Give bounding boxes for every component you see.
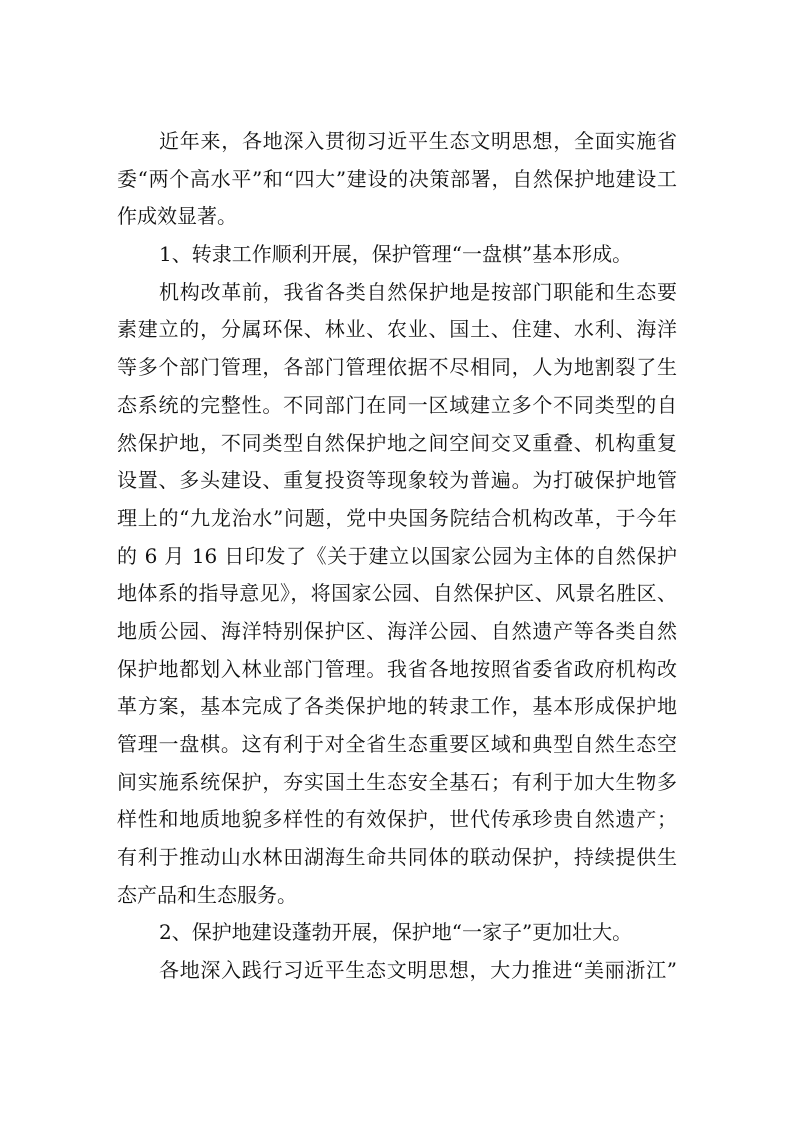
text-line: 地质公园、海洋特别保护区、海洋公园、自然遗产等各类自然: [117, 618, 677, 643]
text-line: 机构改革前，我省各类自然保护地是按部门职能和生态要: [159, 279, 677, 304]
section-heading: [117, 914, 677, 952]
text-line: 各地深入践行习近平生态文明思想，大力推进“美丽浙江”: [159, 958, 677, 983]
paragraph: [117, 274, 677, 915]
text-line: 等多个部门管理，各部门管理依据不尽相同，人为地割裂了生: [117, 355, 677, 380]
paragraph: [117, 123, 677, 236]
section-heading: [117, 236, 677, 274]
text-line: 近年来，各地深入贯彻习近平生态文明思想，全面实施省: [159, 129, 677, 153]
text-line: 然保护地，不同类型自然保护地之间空间交叉重叠、机构重复: [117, 430, 677, 455]
text-line: 间实施系统保护，夯实国土生态安全基石；有利于加大生物多: [117, 769, 677, 794]
text-line: 样性和地质地貌多样性的有效保护，世代传承珍贵自然遗产；: [117, 807, 677, 832]
text-line: 2、保护地建设蓬勃开展，保护地“一家子”更加壮大。: [159, 920, 633, 945]
text-line: 设置、多头建设、重复投资等现象较为普遍。为打破保护地管: [117, 468, 677, 493]
text-line: 革方案，基本完成了各类保护地的转隶工作，基本形成保护地: [117, 694, 677, 719]
text-line: 有利于推动山水林田湖海生命共同体的联动保护，持续提供生: [117, 845, 677, 870]
text-line: 委“两个高水平”和“四大”建设的决策部署，自然保护地建设工: [117, 166, 677, 191]
text-line: 保护地都划入林业部门管理。我省各地按照省委省政府机构改: [117, 656, 677, 681]
text-line: 管理一盘棋。这有利于对全省生态重要区域和典型自然生态空: [117, 732, 677, 756]
paragraph: [117, 952, 677, 990]
text-line: 素建立的，分属环保、林业、农业、国土、住建、水利、海洋: [117, 317, 677, 342]
text-line: 态产品和生态服务。: [117, 882, 297, 907]
text-line: 的 6 月 16 日印发了《关于建立以国家公园为主体的自然保护: [117, 543, 677, 568]
text-line: 地体系的指导意见》，将国家公园、自然保护区、风景名胜区、: [117, 581, 677, 606]
text-line: 理上的“九龙治水”问题，党中央国务院结合机构改革，于今年: [117, 505, 677, 530]
text-line: 作成效显著。: [117, 204, 237, 229]
text-line: 1、转隶工作顺利开展，保护管理“一盘棋”基本形成。: [159, 242, 633, 267]
text-line: 态系统的完整性。不同部门在同一区域建立多个不同类型的自: [117, 392, 677, 417]
document-page: [117, 123, 677, 990]
